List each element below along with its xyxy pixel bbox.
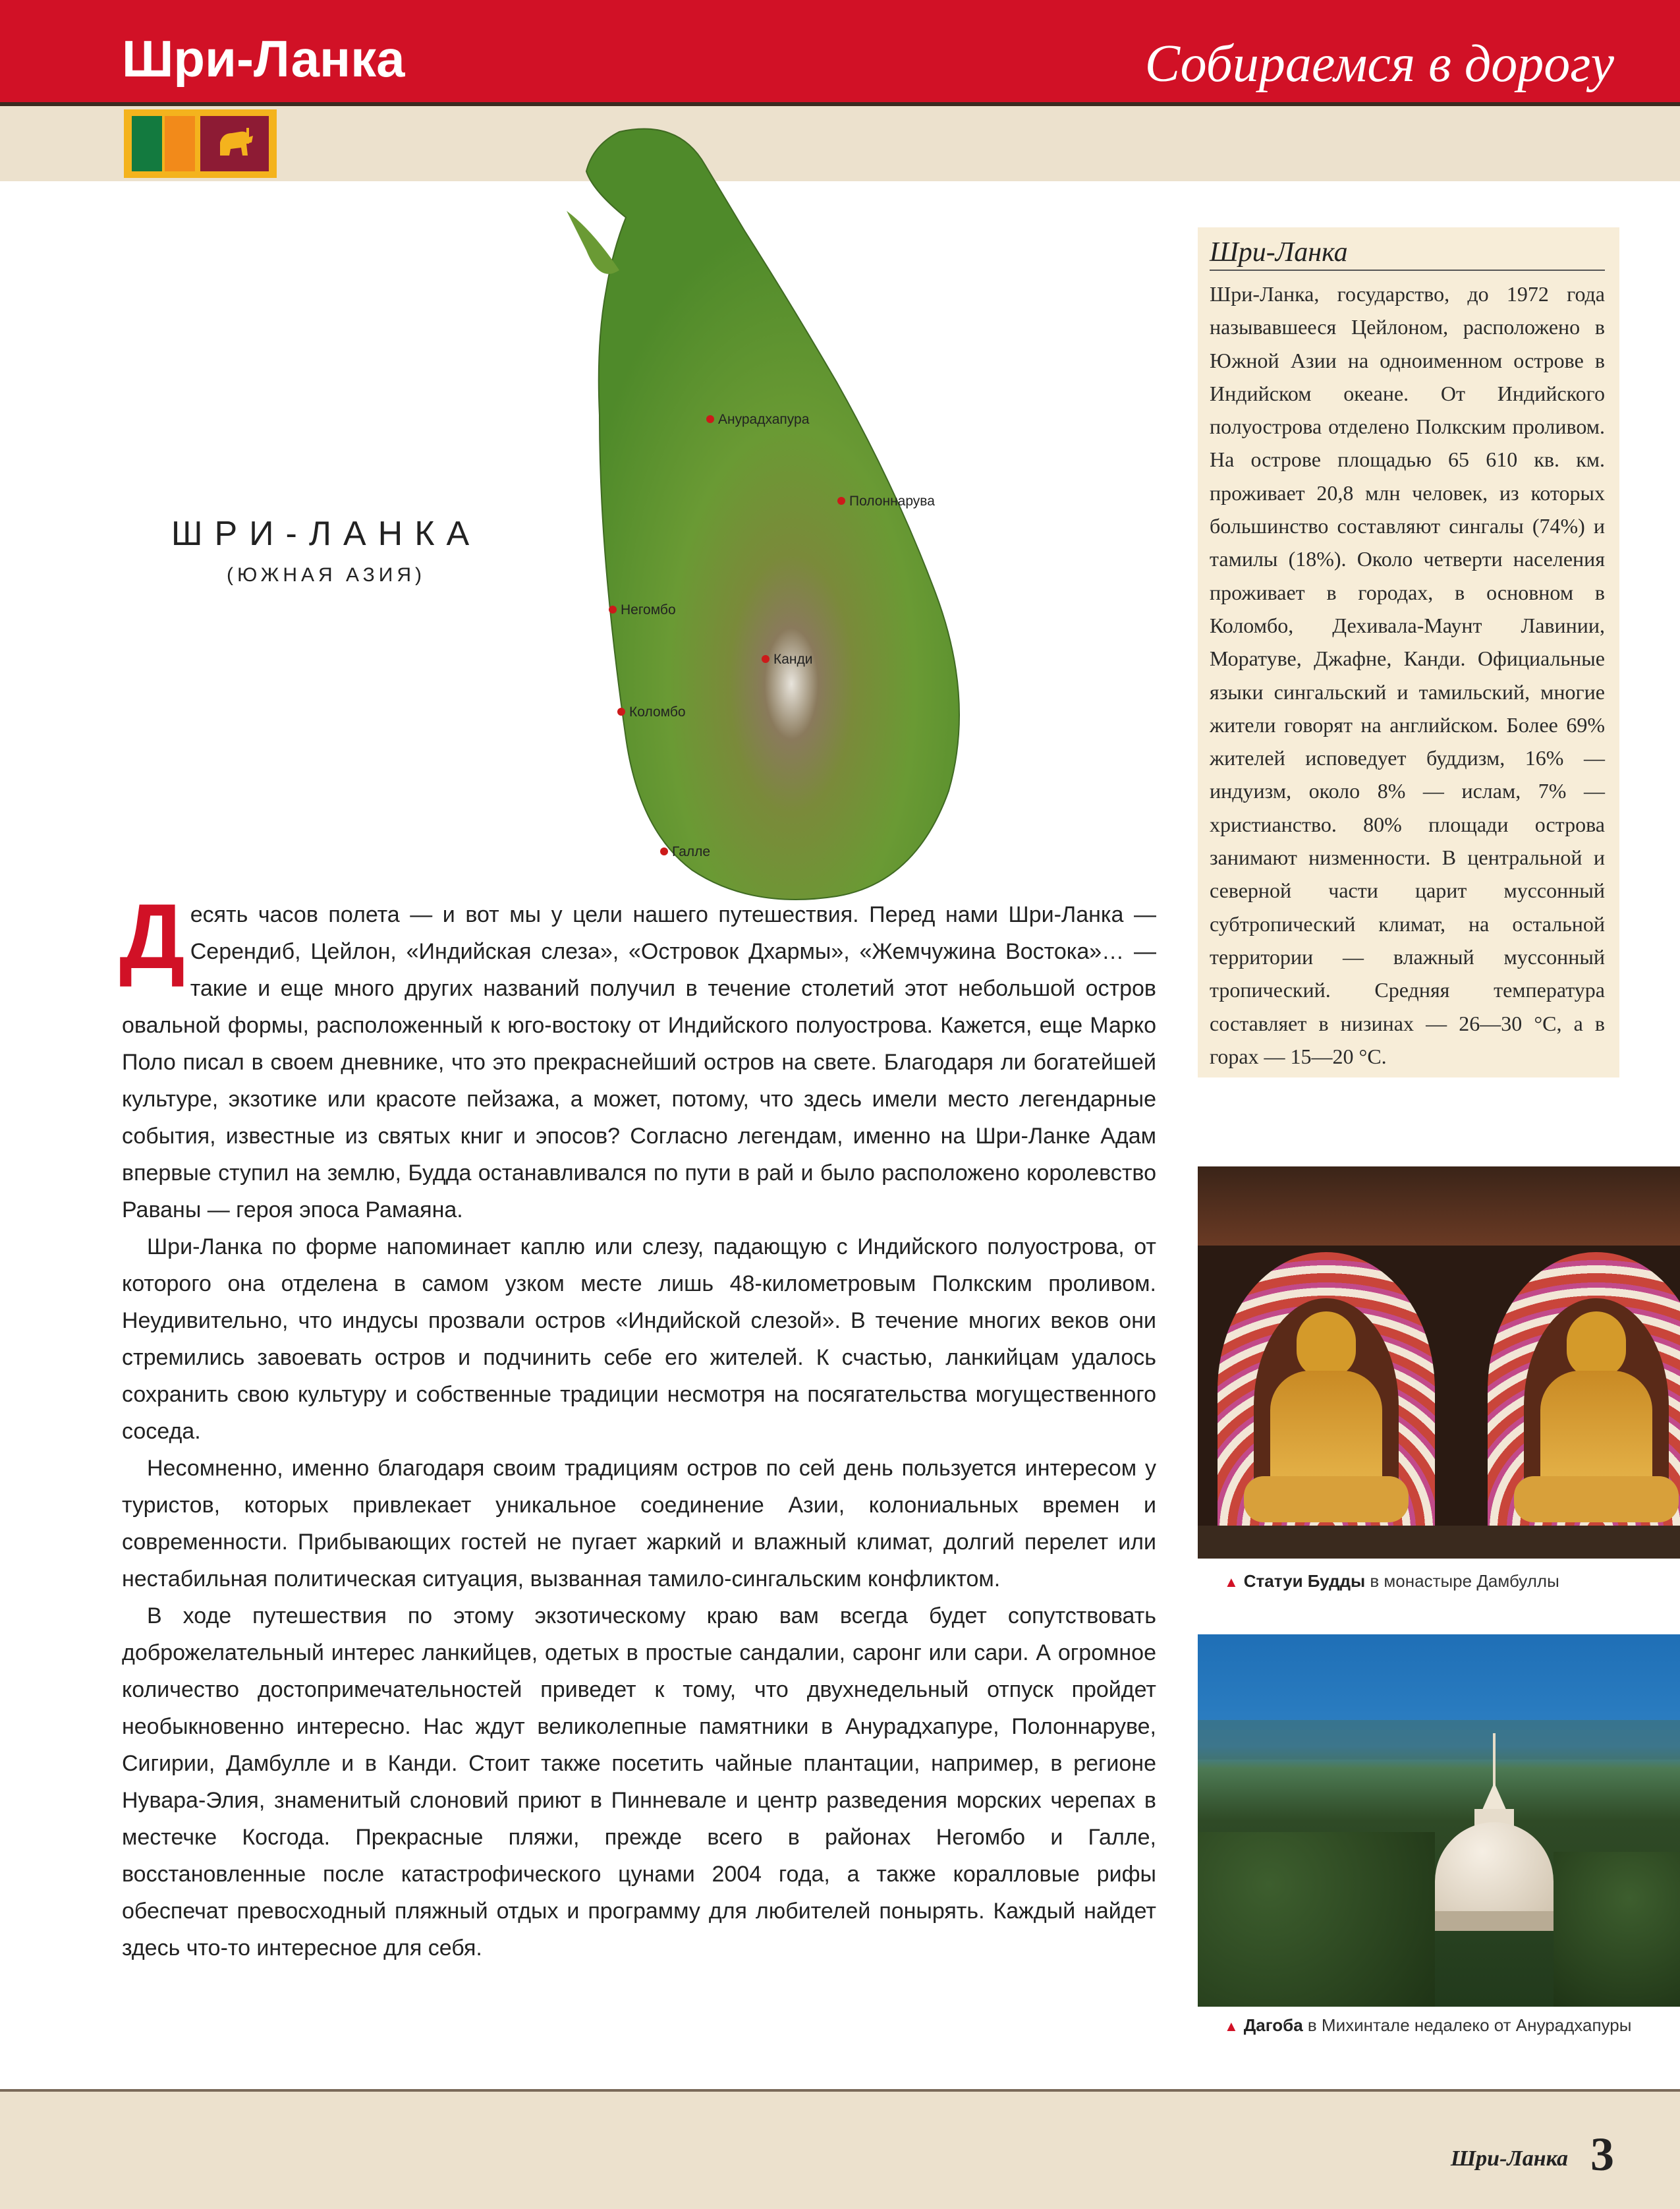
photo-caption: ▲ Статуи Будды в монастыре Дамбуллы <box>1224 1571 1559 1591</box>
city-label: Канди <box>773 652 813 667</box>
island-shape <box>586 129 959 900</box>
map-title: ШРИ-ЛАНКА <box>171 515 482 553</box>
city-anuradhapura <box>706 412 810 427</box>
article-paragraph: В ходе путешествия по этому экзотическому краю вам всегда будет сопутствовать доброжелательный интерес ланкийцев, одетых в простые сандалии, саронг или сари. А огромное количество достопримечательностей приведет к тому, что двухнедельный отпуск пройдет необыкновенно интересно. Нас ждут великолепные памятники в Анурадхапуре, Полоннаруве, Сигирии, Дамбулле и в Канди. Стоит также посетить чайные плантации, например, в регионе Нувара-Элия, знаменитый слоновий приют в Пинневале и центр разведения морских черепах в местечке Косгода. Прекрасные пляжи, прежде всего в районах Негомбо и Галле, восстановленные после катастрофического цунами 2004 года, а также коралловые рифы обеспечат превосходный пляжный отдых и программу для любителей понырять. Каждый найдет здесь что-то интересное для себя. <box>122 1603 1156 1961</box>
article-paragraph: есять часов полета — и вот мы у цели нашего путешествия. Перед нами Шри-Ланка — Серендиб, Цейлон, «Индийская слеза», «Островок Дхармы», «Жемчужина Востока»… — такие и еще много других названий получил в течение столетий этот небольшой остров овальной формы, расположенный к юго-востоку от Индийского полуострова. Кажется, еще Марко Поло писал в своем дневнике, что это прекраснейший остров на свете. Благодаря ли богатейшей культуре, экзотике или красоте пейзажа, а может, потому, что здесь имели место легендарные события, известные из святых книг и эпосов? Согласно легендам, именно на Шри-Ланке Адам впервые ступил на землю, Будда останавливался по пути в рай и было расположено королевство Раваны — героя эпоса Рамаяна. <box>122 902 1156 1222</box>
city-label: Негомбо <box>621 602 676 617</box>
info-box <box>1198 227 1619 1077</box>
article-body <box>119 884 1156 1966</box>
page-footer <box>0 2092 1680 2209</box>
photo-caption: ▲ Дагоба в Михинтале недалеко от Анурадхапуры <box>1224 2015 1632 2035</box>
article-paragraph: Шри-Ланка по форме напоминает каплю или слезу, падающую с Индийского полуострова, от которого она отделена в самом узком месте лишь 48-километровым Полкским проливом. Неудивительно, что индусы прозвали остров «Индийской слезой». В течение многих веков они стремились завоевать остров и подчинить себе его жителей. К счастью, ланкийцам удалось сохранить свою культуру и собственные традиции несмотря на посягательства могущественного соседа. <box>122 1234 1156 1444</box>
city-label: Анурадхапура <box>718 412 810 427</box>
sri-lanka-flag-icon <box>124 109 277 178</box>
info-box-title: Шри-Ланка <box>1210 237 1605 271</box>
city-polonnaruwa <box>837 494 935 509</box>
info-box-text: Шри-Ланка, государство, до 1972 года называвшееся Цейлоном, расположено в Южной Азии на одноименном острове в Индийском океане. От Индийского полуострова отделено Полкским проливом. На острове площадью 65 610 кв. км. проживает 20,8 млн человек, из которых большинство составляют сингалы (74%) и тамилы (18%). Около четверти населения проживает в городах, в основном в Коломбо, Дехивала-Маунт Лавинии, Моратуве, Джафне, Канди. Официальные языки сингальский и тамильский, многие жители говорят на английском. Более 69% жителей исповедует буддизм, 16% — индуизм, около 8% — ислам, 7% — христианство. 80% площади острова занимают низменности. В центральной и северной части царит муссонный субтропический климат, на остальной территории — влажный муссонный тропический. Средняя температура составляет в низинах — 26—30 °С, а в горах — 15—20 °С. <box>1210 282 1605 1068</box>
page-number: 3 <box>1590 2128 1614 2181</box>
triangle-icon: ▲ <box>1224 1574 1239 1590</box>
city-label: Полоннарува <box>849 494 935 509</box>
drop-cap: Д <box>119 884 185 988</box>
page-header <box>0 0 1680 105</box>
sri-lanka-map <box>527 119 1054 929</box>
header-title: Шри-Ланка <box>122 30 405 88</box>
city-label: Коломбо <box>629 704 686 720</box>
header-section-title: Собираемся в дорогу <box>1144 35 1614 93</box>
city-label: Галле <box>672 844 711 859</box>
map-subtitle: (ЮЖНАЯ АЗИЯ) <box>226 564 426 586</box>
footer-label: Шри-Ланка <box>1450 2146 1568 2171</box>
buddha-statues-photo <box>1198 1166 1680 1559</box>
dagoba-photo <box>1198 1634 1680 2007</box>
triangle-icon: ▲ <box>1224 2018 1239 2034</box>
article-paragraph: Несомненно, именно благодаря своим традициям остров по сей день пользуется интересом у туристов, которых привлекает уникальное соединение Азии, колониальных времен и современности. Прибывающих гостей не пугает жаркий и влажный климат, долгий перелет или нестабильная политическая ситуация, вызванная тамило-сингальским конфликтом. <box>122 1456 1156 1592</box>
